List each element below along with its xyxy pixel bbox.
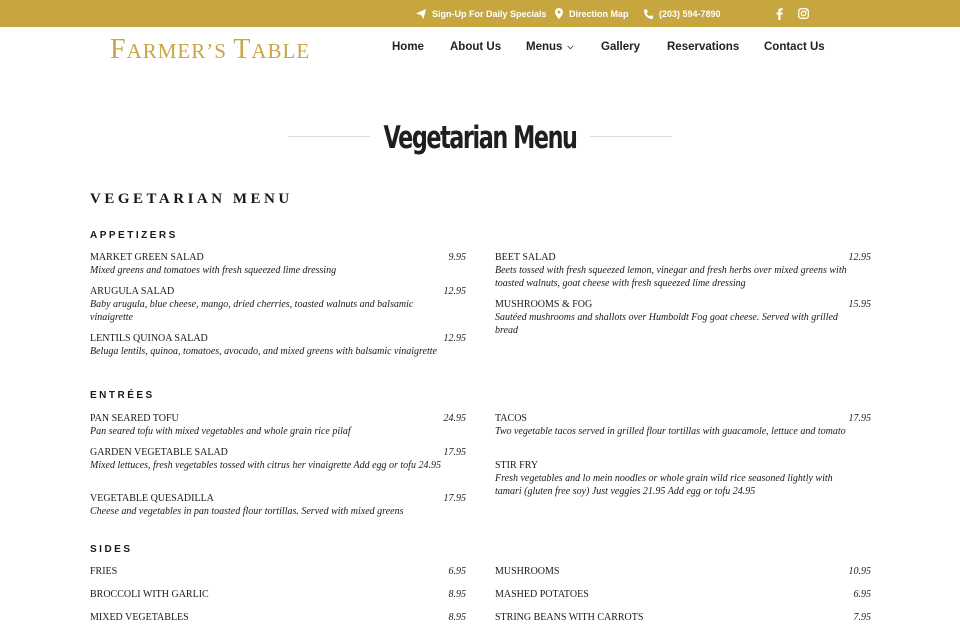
menu-item (90, 612, 466, 624)
menu-item (90, 589, 466, 601)
menu-item (495, 299, 871, 337)
main-navbar (0, 27, 960, 73)
item-name: VEGETABLE QUESADILLA (90, 493, 214, 504)
item-name: BEET SALAD (495, 252, 556, 263)
menu-item (495, 566, 871, 578)
section-heading-entrees: ENTRÉES (90, 390, 155, 401)
logo-text: ABLE (251, 39, 311, 63)
menu-item (495, 589, 871, 601)
item-name: FRIES (90, 566, 118, 577)
item-price: 10.95 (848, 566, 871, 577)
facebook-link[interactable] (776, 0, 783, 27)
item-price: 24.95 (443, 413, 466, 424)
item-price: 8.95 (448, 589, 466, 600)
menu-item (495, 612, 871, 624)
page-title-block (288, 118, 672, 162)
paper-plane-icon (416, 9, 426, 19)
logo-text: S (214, 39, 234, 63)
menu-item (495, 252, 871, 290)
direction-map-link[interactable] (555, 0, 629, 27)
item-name: MARKET GREEN SALAD (90, 252, 204, 263)
phone-icon (644, 9, 653, 19)
phone-label: (203) 594-7890 (659, 8, 721, 19)
item-name: PAN SEARED TOFU (90, 413, 179, 424)
item-description: Baby arugula, blue cheese, mango, dried cherries, toasted walnuts and balsamic vinaigrette (90, 299, 414, 323)
menu-item (90, 566, 466, 578)
item-name: MUSHROOMS (495, 566, 560, 577)
page-title: Vegetarian Menu (383, 120, 577, 156)
signup-label: Sign-Up For Daily Specials (432, 8, 547, 19)
item-description: Pan seared tofu with mixed vegetables and whole grain rice pilaf (90, 426, 351, 437)
item-price: 12.95 (443, 286, 466, 297)
item-price: 12.95 (443, 333, 466, 344)
item-description: Beets tossed with fresh squeezed lemon, vinegar and fresh herbs over mixed greens with toasted walnuts, goat cheese with fresh squeezed lime dressing (495, 265, 847, 289)
item-name: STRING BEANS WITH CARROTS (495, 612, 644, 623)
logo-text: ’ (206, 39, 215, 63)
item-name: MUSHROOMS & FOG (495, 299, 593, 310)
section-heading-appetizers: APPETIZERS (90, 230, 178, 241)
item-price: 8.95 (448, 612, 466, 623)
item-description: Beluga lentils, quinoa, tomatoes, avocado, and mixed greens with balsamic vinaigrette (90, 346, 437, 357)
menu-item (90, 447, 466, 472)
menu-item (90, 493, 466, 518)
menu-item (90, 286, 466, 324)
nav-about-us[interactable]: About Us (450, 41, 502, 53)
site-logo[interactable] (110, 36, 310, 65)
menu-item (495, 460, 871, 498)
facebook-icon (776, 8, 783, 20)
item-description: Sautéed mushrooms and shallots over Humboldt Fog goat cheese. Served with grilled bread (495, 312, 838, 336)
item-price: 17.95 (443, 447, 466, 458)
instagram-link[interactable] (798, 0, 809, 27)
item-price: 6.95 (853, 589, 871, 600)
item-name: GARDEN VEGETABLE SALAD (90, 447, 228, 458)
item-name: MASHED POTATOES (495, 589, 589, 600)
map-pin-icon (555, 8, 563, 19)
item-description: Two vegetable tacos served in grilled flour tortillas with guacamole, lettuce and tomato (495, 426, 846, 437)
item-description: Fresh vegetables and lo mein noodles or whole grain wild rice seasoned lightly with tamari (gluten free soy) Just veggies 21.95 Add egg or tofu 24.95 (495, 473, 833, 497)
item-name: MIXED VEGETABLES (90, 612, 189, 623)
item-price: 17.95 (443, 493, 466, 504)
menu-item (90, 333, 466, 358)
phone-link[interactable] (644, 0, 721, 27)
nav-gallery[interactable]: Gallery (601, 41, 640, 53)
item-name: STIR FRY (495, 460, 539, 471)
item-description: Cheese and vegetables in pan toasted flour tortillas. Served with mixed greens (90, 506, 404, 517)
chevron-down-icon: ⌵ (567, 42, 574, 51)
menu-item (90, 413, 466, 438)
item-price: 6.95 (448, 566, 466, 577)
nav-menus[interactable] (526, 41, 574, 53)
item-price: 9.95 (448, 252, 466, 263)
logo-text: ARMER (126, 39, 207, 63)
menu-heading: VEGETARIAN MENU (90, 191, 293, 207)
logo-text: T (233, 34, 252, 65)
direction-map-label: Direction Map (569, 8, 629, 19)
item-description: Mixed lettuces, fresh vegetables tossed with citrus her vinaigrette Add egg or tofu 24.95 (90, 460, 441, 471)
item-price: 17.95 (848, 413, 871, 424)
item-price: 12.95 (848, 252, 871, 263)
nav-home[interactable]: Home (392, 41, 424, 53)
section-heading-sides: SIDES (90, 544, 133, 555)
nav-reservations[interactable]: Reservations (667, 41, 740, 53)
item-description: Mixed greens and tomatoes with fresh squeezed lime dressing (90, 265, 337, 276)
logo-text: F (110, 34, 127, 65)
item-name: ARUGULA SALAD (90, 286, 175, 297)
item-name: BROCCOLI WITH GARLIC (90, 589, 209, 600)
item-name: TACOS (495, 413, 527, 424)
instagram-icon (798, 8, 809, 19)
item-price: 15.95 (848, 299, 871, 310)
menu-item (90, 252, 466, 277)
nav-menus-label: Menus (526, 41, 563, 53)
item-price: 7.95 (853, 612, 871, 623)
nav-contact-us[interactable]: Contact Us (764, 41, 825, 53)
item-name: LENTILS QUINOA SALAD (90, 333, 208, 344)
top-bar (0, 0, 960, 27)
signup-link[interactable] (416, 0, 547, 27)
menu-item (495, 413, 871, 438)
